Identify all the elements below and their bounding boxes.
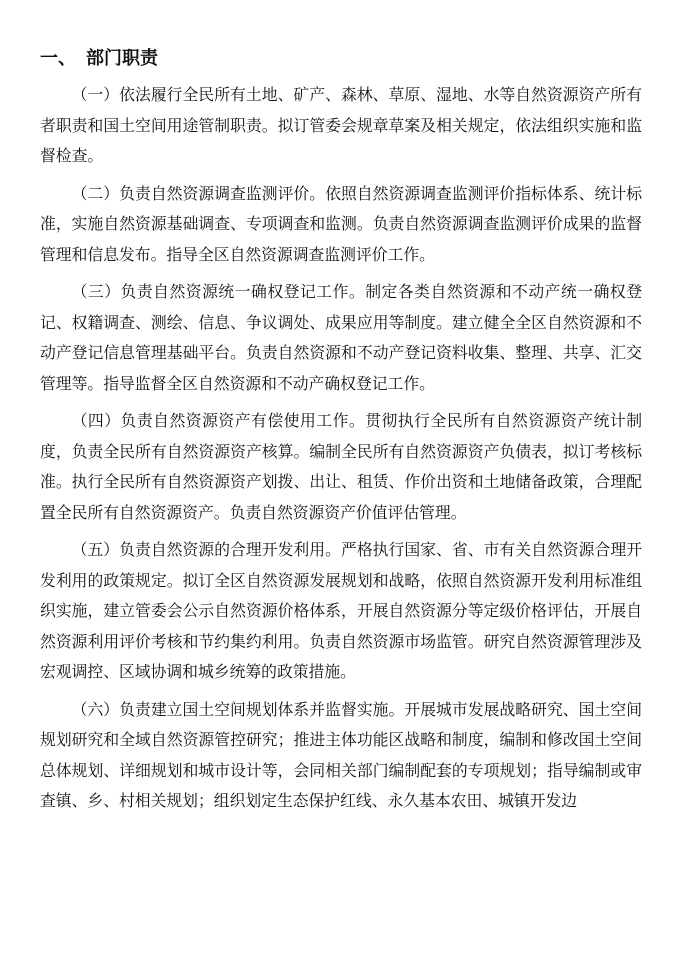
section-heading bbox=[40, 46, 642, 72]
paragraph-4: （四）负责自然资源资产有偿使用工作。贯彻执行全民所有自然资源资产统计制度，负责全民所有自然资源资产核算。编制全民所有自然资源资产负债表，拟订考核标准。执行全民所有自然资源资产划拨、出让、租赁、作价出资和土地储备政策，合理配置全民所有自然资源资产。负责自然资源资产价值评估管理。 bbox=[40, 411, 642, 522]
paragraph-1: （一）依法履行全民所有土地、矿产、森林、草原、湿地、水等自然资源资产所有者职责和国土空间用途管制职责。拟订管委会规章草案及相关规定，依法组织实施和监督检查。 bbox=[40, 85, 642, 165]
paragraph-5: （五）负责自然资源的合理开发利用。严格执行国家、省、市有关自然资源合理开发利用的政策规定。拟订全区自然资源发展规划和战略，依照自然资源开发利用标准组织实施，建立管委会公示自然资源价格体系，开展自然资源分等定级价格评估，开展自然资源利用评价考核和节约集约利用。负责自然资源市场监管。研究自然资源管理涉及宏观调控、区域协调和城乡统筹的政策措施。 bbox=[40, 540, 642, 681]
section-title: 部门职责 bbox=[86, 48, 158, 69]
paragraph-3: （三）负责自然资源统一确权登记工作。制定各类自然资源和不动产统一确权登记、权籍调查、测绘、信息、争议调处、成果应用等制度。建立健全全区自然资源和不动产登记信息管理基础平台。负责自然资源和不动产登记资料收集、整理、共享、汇交管理等。指导监督全区自然资源和不动产确权登记工作。 bbox=[40, 282, 642, 393]
paragraph-2: （二）负责自然资源调查监测评价。依照自然资源调查监测评价指标体系、统计标准，实施自然资源基础调查、专项调查和监测。负责自然资源调查监测评价成果的监督管理和信息发布。指导全区自然资源调查监测评价工作。 bbox=[40, 183, 642, 264]
section-number: 一、 bbox=[40, 48, 76, 69]
paragraph-6: （六）负责建立国土空间规划体系并监督实施。开展城市发展战略研究、国土空间规划研究和全域自然资源管控研究；推进主体功能区战略和制度，编制和修改国土空间总体规划、详细规划和城市设计等，会同相关部门编制配套的专项规划；指导编制或审查镇、乡、村相关规划；组织划定生态保护红线、永久基本农田、城镇开发边 bbox=[40, 699, 642, 810]
